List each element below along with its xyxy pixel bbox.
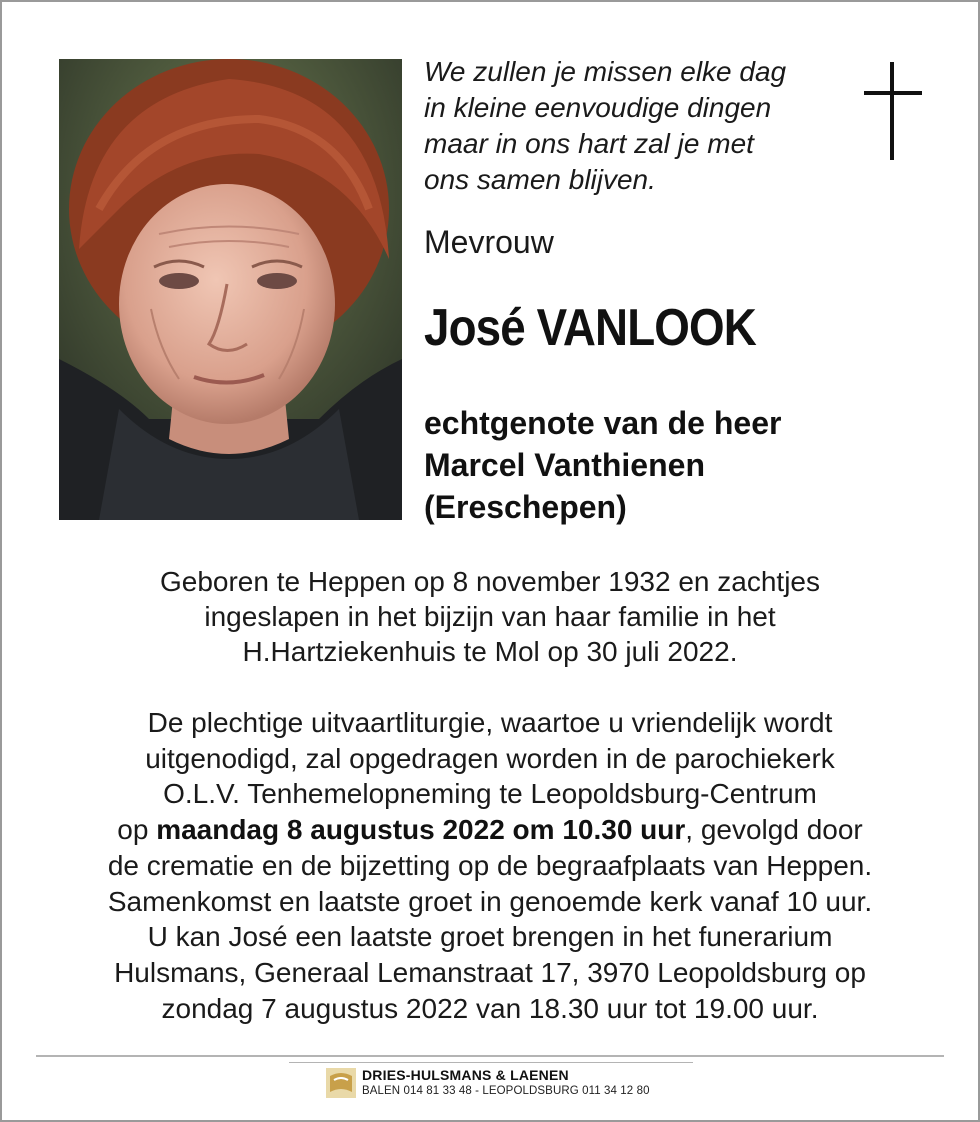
funeral-home-phones: BALEN 014 81 33 48 - LEOPOLDSBURG 011 34 12 80 bbox=[362, 1085, 650, 1097]
date-suffix: , gevolgd door bbox=[685, 814, 863, 846]
funeral-line: zondag 7 augustus 2022 van 18.30 uur tot 19.00 uur. bbox=[161, 992, 819, 1024]
funeral-date: maandag 8 augustus 2022 om 10.30 uur bbox=[156, 814, 686, 846]
portrait-illustration bbox=[59, 59, 402, 520]
funeral-line: Hulsmans, Generaal Lemanstraat 17, 3970 Leopoldsburg op bbox=[114, 956, 866, 988]
spouse-info bbox=[424, 402, 781, 528]
funeral-line: U kan José een laatste groet brengen in het funerarium bbox=[147, 921, 833, 953]
poem-line: in kleine eenvoudige dingen bbox=[424, 92, 772, 123]
funeral-line-date bbox=[0, 812, 980, 848]
deceased-title: Mevrouw bbox=[424, 224, 554, 260]
date-prefix: op bbox=[117, 814, 157, 846]
funeral-line: Samenkomst en laatste groet in genoemde kerk vanaf 10 uur. bbox=[107, 885, 873, 917]
portrait-photo bbox=[59, 59, 402, 520]
funeral-line: uitgenodigd, zal opgedragen worden in de parochiekerk bbox=[145, 742, 835, 774]
poem-line: ons samen blijven. bbox=[424, 164, 656, 195]
spouse-line: echtgenote van de heer bbox=[424, 405, 782, 441]
divider bbox=[36, 1055, 944, 1057]
funeral-line: De plechtige uitvaartliturgie, waartoe u vriendelijk wordt bbox=[147, 707, 833, 738]
birth-line: Geboren te Heppen op 8 november 1932 en zachtjes bbox=[159, 566, 820, 597]
funeral-line: de crematie en de bijzetting op de begraafplaats van Heppen. bbox=[107, 849, 873, 881]
funeral-home-logo-icon bbox=[326, 1068, 356, 1098]
poem-verse bbox=[424, 54, 844, 198]
funeral-home-name: DRIES-HULSMANS & LAENEN bbox=[362, 1067, 569, 1083]
cross-icon bbox=[864, 62, 922, 160]
funeral-paragraph bbox=[0, 705, 980, 1026]
spouse-line: (Ereschepen) bbox=[424, 489, 627, 525]
poem-line: We zullen je missen elke dag bbox=[424, 56, 787, 87]
poem-line: maar in ons hart zal je met bbox=[424, 128, 754, 159]
birth-death-paragraph bbox=[0, 564, 980, 669]
deceased-name: José VANLOOK bbox=[424, 299, 756, 357]
spouse-line: Marcel Vanthienen bbox=[424, 447, 705, 483]
divider bbox=[289, 1062, 693, 1063]
birth-line: H.Hartziekenhuis te Mol op 30 juli 2022. bbox=[242, 636, 738, 667]
birth-line: ingeslapen in het bijzijn van haar familie in het bbox=[204, 601, 776, 632]
funeral-line: O.L.V. Tenhemelopneming te Leopoldsburg-Centrum bbox=[163, 778, 817, 810]
